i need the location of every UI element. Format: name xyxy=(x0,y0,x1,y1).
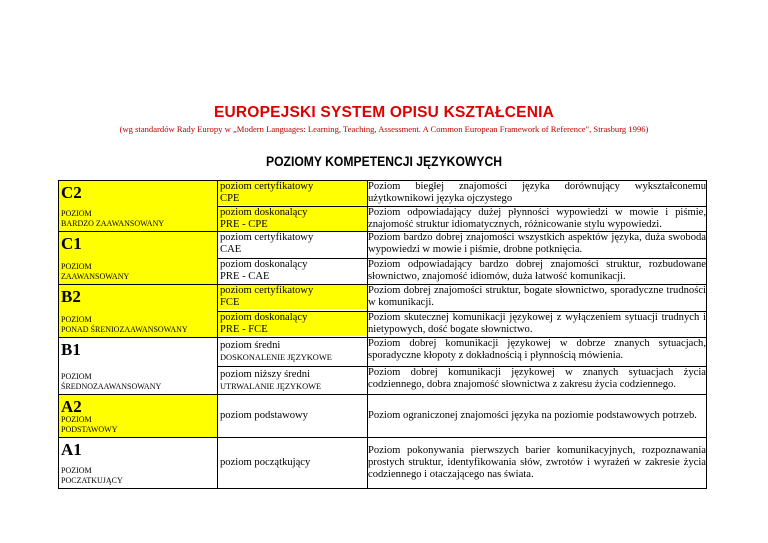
level-code: B2 xyxy=(61,287,81,306)
table-row-a1 xyxy=(59,438,707,489)
level-cell-c2 xyxy=(59,181,218,232)
level-name-line: ZAAWANSOWANY xyxy=(61,272,130,281)
description-cell: Poziom skutecznej komunikacji językowej z wyłączeniem sytuacji trudnych i nietypowych, dość bogate słownictwo. xyxy=(368,311,707,338)
cert-label: poziom certyfikatowy xyxy=(218,285,367,297)
cert-cell xyxy=(218,338,368,367)
cert-label: poziom średni xyxy=(220,340,281,351)
level-name-line: POZIOM xyxy=(61,372,92,381)
cert-label: poziom podstawowy xyxy=(220,409,308,421)
section-heading: POZIOMY KOMPETENCJI JĘZYKOWYCH xyxy=(265,154,503,169)
cert-label: poziom doskonalący xyxy=(218,207,367,219)
description-cell: Poziom dobrej komunikacji językowej w dobrze znanych sytuacjach, sporadyczne kłopoty z dokładnością i płynnością mówienia. xyxy=(368,338,707,367)
level-code: A1 xyxy=(61,440,82,459)
description-cell: Poziom dobrej znajomości struktur, bogate słownictwo, sporadyczne trudności w komunikacji. xyxy=(368,285,707,312)
table-row-b1 xyxy=(59,338,707,367)
cert-label: poziom certyfikatowy xyxy=(220,232,314,243)
cert-cell xyxy=(218,285,368,312)
level-name-line: PODSTAWOWY xyxy=(61,425,118,434)
level-name-line: PONAD ŚRENIOZAAWANSOWANY xyxy=(61,325,188,334)
level-cell-c1 xyxy=(59,232,218,285)
level-name-line: POZIOM xyxy=(61,209,92,218)
cert-exam: CPE xyxy=(218,193,367,205)
cert-cell xyxy=(218,181,368,207)
cert-exam: CAE xyxy=(220,244,242,256)
level-name xyxy=(61,372,161,392)
level-name-line: POZIOM xyxy=(61,415,92,424)
level-cell-b1 xyxy=(59,338,218,395)
level-name-line: ŚREDNOZAAWANSOWANY xyxy=(61,382,162,391)
description-cell: Poziom dobrej komunikacji językowej w znanych sytuacjach życia codziennego, dobra znajomość słownictwa z zakresu życia codziennego. xyxy=(368,366,707,395)
table-row-c2 xyxy=(59,181,707,207)
level-name-line: POZIOM xyxy=(61,315,92,324)
cert-cell xyxy=(218,206,368,232)
description-cell: Poziom biegłej znajomości języka dorównujący wykształconemu użytkownikowi języka ojczystego xyxy=(368,181,706,205)
level-name xyxy=(61,315,188,335)
table-row-b2 xyxy=(59,285,707,312)
level-name-line: POZIOM xyxy=(61,466,92,475)
level-code: B1 xyxy=(61,340,81,359)
level-name-line: POZIOM xyxy=(61,262,92,271)
cert-exam: UTRWALANIE JĘZYKOWE xyxy=(220,381,322,391)
description-cell: Poziom odpowiadający dużej płynności wypowiedzi w mowie i piśmie, znajomość struktur idiomatycznych, różnicowanie stylu wypowiedzi. xyxy=(368,206,706,230)
document-title: EUROPEJSKI SYSTEM OPISU KSZTAŁCENIA xyxy=(213,104,554,121)
level-name xyxy=(61,466,123,486)
level-code: A2 xyxy=(61,397,82,416)
cert-cell xyxy=(218,258,368,285)
document-subtitle: (wg standardów Rady Europy w „Modern Languages: Learning, Teaching, Assessment. A Common European Framework of Reference", Strasburg 1996) xyxy=(119,124,649,134)
competency-table xyxy=(58,180,707,489)
cert-cell xyxy=(218,232,368,259)
level-name xyxy=(61,209,164,229)
cert-label: poziom doskonalący xyxy=(220,258,308,270)
cert-label: poziom certyfikatowy xyxy=(218,181,367,193)
cert-cell xyxy=(218,366,368,395)
level-cell-b2 xyxy=(59,285,218,338)
cert-exam: DOSKONALENIE JĘZYKOWE xyxy=(220,353,332,363)
level-name-line: BARDZO ZAAWANSOWANY xyxy=(61,219,165,228)
cert-exam: PRE - CPE xyxy=(218,219,367,231)
level-cell-a2 xyxy=(59,395,218,438)
table-row-c1 xyxy=(59,232,707,259)
cert-label: poziom doskonalący xyxy=(218,312,367,324)
level-name-line: POCZATKUJĄCY xyxy=(61,476,123,485)
cert-cell xyxy=(218,311,368,338)
cert-label: poziom niższy średni xyxy=(220,368,311,380)
level-name xyxy=(61,262,129,282)
cert-cell xyxy=(218,438,368,489)
cert-cell xyxy=(218,395,368,438)
description-cell: Poziom odpowiadający bardzo dobrej znajomości struktur, rozbudowane słownictwo, znajomość idiomów, duża łatwość komunikacji. xyxy=(368,258,707,285)
table-row-a2 xyxy=(59,395,707,438)
cert-exam: PRE - CAE xyxy=(220,270,270,282)
description-cell: Poziom bardzo dobrej znajomości wszystkich aspektów języka, duża swoboda wypowiedzi w mowie i piśmie, drobne potknięcia. xyxy=(368,232,707,259)
description-cell: Poziom ograniczonej znajomości języka na poziomie podstawowych potrzeb. xyxy=(368,395,707,438)
level-name xyxy=(61,415,118,435)
level-code: C2 xyxy=(61,183,82,202)
level-cell-a1 xyxy=(59,438,218,489)
cert-exam: PRE - FCE xyxy=(218,324,367,336)
level-code: C1 xyxy=(61,234,82,253)
cert-label: poziom początkujący xyxy=(220,456,311,468)
description-cell: Poziom pokonywania pierwszych barier komunikacyjnych, rozpoznawania prostych struktur, identyfikowania słów, zwrotów i wyrażeń w zakresie życia codziennego i otaczającego nas świata. xyxy=(368,438,707,489)
cert-exam: FCE xyxy=(218,297,367,309)
